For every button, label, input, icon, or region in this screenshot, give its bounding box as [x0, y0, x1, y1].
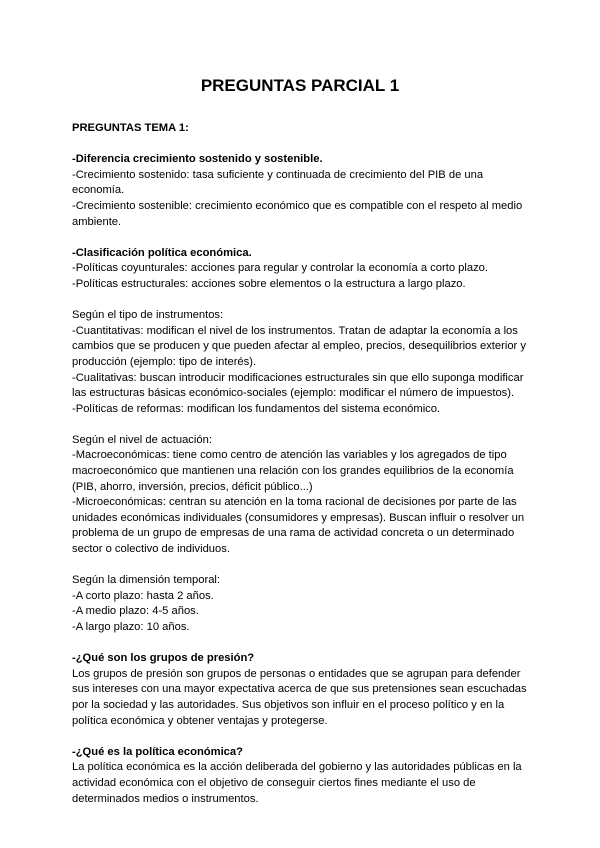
text-line: -A corto plazo: hasta 2 años.: [72, 589, 214, 602]
text-line: -Políticas estructurales: acciones sobre elementos o la estructura a largo plazo.: [72, 277, 466, 290]
heading-line: -¿Qué son los grupos de presión?: [72, 652, 255, 665]
text-line: -Crecimiento sostenido: tasa suficiente y continuada de crecimiento del PIB de una: [72, 168, 484, 181]
text-line: política económica y obtener ventajas y protegerse.: [72, 714, 328, 727]
heading-line: -Clasificación política económica.: [72, 246, 252, 259]
text-line: -Crecimiento sostenible: crecimiento económico que es compatible con el respeto al medio: [72, 199, 523, 212]
text-line: actividad económica con el objetivo de conseguir ciertos fines mediante el uso de: [72, 776, 476, 789]
text-line: economía.: [72, 184, 125, 197]
page-title: PREGUNTAS PARCIAL 1: [200, 76, 400, 95]
document-body: [72, 121, 542, 807]
text-line: sus intereses con una mayor expectativa acerca de que sus pretensiones sean escuchadas: [72, 683, 527, 696]
heading-line: PREGUNTAS TEMA 1:: [72, 122, 189, 134]
text-line: ambiente.: [72, 215, 122, 228]
text-line: La política económica es la acción deliberada del gobierno y las autoridades públicas en la: [72, 761, 522, 774]
text-line: Según el nivel de actuación:: [72, 433, 212, 446]
blank-line: [72, 230, 542, 246]
text-line: -A largo plazo: 10 años.: [72, 621, 190, 633]
blank-line: [72, 636, 542, 652]
blank-line: [72, 137, 542, 153]
text-line: Según la dimensión temporal:: [72, 574, 221, 587]
text-line: Según el tipo de instrumentos:: [72, 309, 224, 322]
text-line: -Cuantitativas: modifican el nivel de los instrumentos. Tratan de adaptar la economía a los: [72, 324, 518, 337]
text-line: macroeconómico que mantienen una relación con los grandes equilibrios de la economía: [72, 465, 514, 478]
text-line: unidades económicas individuales (consumidores y empresas). Buscan influir o resolver un: [72, 511, 525, 524]
heading-line: -¿Qué es la política económica?: [72, 745, 243, 758]
text-line: -Macroeconómicas: tiene como centro de atención las variables y los agregados de tipo: [72, 449, 507, 462]
text-line: las estructuras básicas económico-sociales (ejemplo: modificar el número de impuestos).: [72, 387, 515, 400]
text-line: problema de un grupo de empresas de una rama de actividad concreta o un determinado: [72, 527, 515, 540]
heading-line: -Diferencia crecimiento sostenido y sostenible.: [72, 153, 323, 166]
blank-line: [72, 417, 542, 433]
text-line: determinados medios o instrumentos.: [72, 792, 259, 805]
text-line: -Microeconómicas: centran su atención en la toma racional de decisiones por parte de las: [72, 496, 517, 509]
text-line: -Políticas coyunturales: acciones para regular y controlar la economía a corto plazo.: [72, 262, 489, 275]
text-line: cambios que se producen y que pueden afectar al empleo, precios, desequilibrios exterior y: [72, 340, 526, 353]
text-line: producción (ejemplo: tipo de interés).: [72, 355, 257, 368]
blank-line: [72, 293, 542, 309]
blank-line: [72, 729, 542, 745]
text-line: -A medio plazo: 4-5 años.: [72, 605, 199, 618]
blank-line: [72, 558, 542, 574]
text-line: sector o colectivo de individuos.: [72, 543, 230, 556]
text-line: Los grupos de presión son grupos de personas o entidades que se agrupan para defender: [72, 667, 521, 680]
text-line: -Cualitativas: buscan introducir modificaciones estructurales sin que ello suponga modificar: [72, 371, 524, 384]
text-line: (PIB, ahorro, inversión, precios, déficit público...): [72, 480, 313, 493]
text-line: por la sociedad y las autoridades. Sus objetivos son influir en el proceso político y en la: [72, 698, 505, 711]
text-line: -Políticas de reformas: modifican los fundamentos del sistema económico.: [72, 402, 441, 415]
